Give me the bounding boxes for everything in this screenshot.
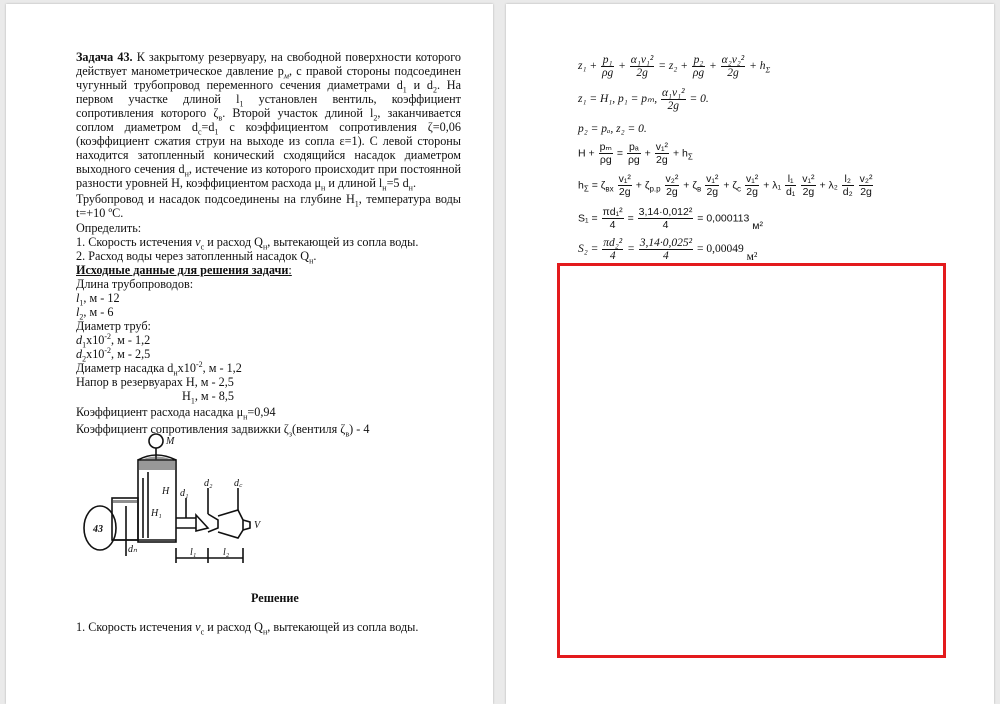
bernoulli-equation: z₁ + $\frac{\text{p₁}}{\rho g}$ + $\frac{\text{α₁v₁²}}{2g}$ = z₂ + $\frac{\text{p₂}}{\rho g}$ + $\frac{\text{α₂v₂²}}{2g}$ + $h_\Sigma$ (578, 54, 771, 79)
svg-text:d꜀: d꜀ (234, 478, 243, 489)
svg-text:43: 43 (93, 524, 103, 535)
valve-coef-row: Коэффициент сопротивления задвижки $\zeta_з(вентиля$ $\zeta_в) - 4$ (76, 422, 370, 439)
losses-equation: $h_\Sigma = \zeta_{вх}$ $\frac{\text{v₁²}}{2g}$ + $\zeta_{р.р}$ $\frac{\text{v₂²}}{2g}$ + $\zeta_в$ $\frac{\text{v₁²}}{2g}$ + $\zeta_с$ $\frac{\text{v₁²}}{2g}$ + λ₁ $\frac{\text{l₁}}{\text{d₁}}$ $\frac{\text{v₁²}}{2g}$ + λ₂ $\frac{\text{l₂}}{\text{d₂}}$ $\frac{\text{v₂²}}{2g}$ (578, 173, 873, 198)
question-1: 1. Скорость истечения $v_c$ и расход $Q_н$, вытекающей из сопла воды. (76, 235, 419, 252)
manometer-icon (149, 434, 163, 448)
svg-text:H₁: H₁ (151, 508, 162, 519)
head-balance-equation: H + $\frac{\text{pₘ}}{\rho g}$ = $\frac{\text{pₐ}}{\rho g}$ + $\frac{\text{v₁²}}{2g}$ + $h_\Sigma$ (578, 141, 693, 166)
determine-label: Определить: (76, 221, 142, 235)
document-page-1 (6, 4, 493, 704)
svg-text:l₂: l₂ (223, 547, 230, 558)
document-page-2 (506, 4, 994, 704)
svg-text:d₁: d₁ (180, 488, 189, 499)
discharge-coef-row: Коэффициент расхода насадка $\mu_н=0,94$ (76, 405, 276, 422)
pipe-length-label: Длина трубопроводов: (76, 277, 194, 291)
H1-row: $H_1$, м - 8,5 (182, 389, 235, 406)
pipe-depth-text: Трубопровод и насадок подсоединены на глубине $H_1$, температура воды t=+10 ºC. (76, 192, 461, 220)
highlight-rectangle (557, 263, 946, 658)
nozzle-diameter-row: Диаметр насадка $d_нx10^{-2}$, м - 1,2 (76, 359, 242, 378)
pipe-diameter-label: Диаметр труб: (76, 319, 151, 333)
svg-text:l₁: l₁ (190, 547, 197, 558)
area-s2-equation: S₂ = $\frac{\text{πd₂²}}{4}$ = $\frac{\text{3,14·0,025²}}{4}$ = 0,00049 м² (578, 237, 758, 264)
svg-text:d₂: d₂ (204, 478, 213, 489)
l2-row: $l_2$, м - 6 (76, 305, 114, 322)
svg-text:M: M (166, 436, 175, 447)
solution-heading: Решение (251, 591, 299, 605)
initial-data-heading: Исходные данные для решения задачи: (76, 263, 292, 277)
boundary-conditions-2: p₂ = pₐ, z₂ = 0. (578, 123, 647, 135)
head-row: Напор в резервуарах H, м - 2,5 (76, 375, 234, 389)
d2-row: $d_2x10^{-2}$, м - 2,5 (76, 345, 151, 364)
svg-text:dₙ: dₙ (128, 544, 137, 555)
d1-row: $d_1x10^{-2}$, м - 1,2 (76, 331, 151, 350)
problem-statement: Задача 43. К закрытому резервуару, на свободной поверхности которого действует манометрическое давление $p_м$, с правой стороны подсоединен чугунный трубопровод переменного сечения диаметрами $d_1$ и $d_2$. На первом участке длиной $l_1$ установлен вентиль, коэффициент сопротивления которого $\zeta_в$. Второй участок длиной $l_2$, заканчивается соплом диаметром $d_с=d_1$ с коэффициентом сопротивления ζ=0,06 (коэффициент сжатия струи на выходе из сопла ε=1). С левой стороны находится затопленный конический сходящийся насадок диаметром выходного сечения $d_н$, истечение из которого происходит при постоянной разности уровней H, коэффициентом расхода $\mu_н$ и длиной $l_н=5$ $d_н$. (76, 50, 462, 193)
boundary-conditions-1: z₁ = H₁, p₁ = pₘ, $\frac{\text{α₁v₁²}}{2g}$ = 0. (578, 87, 709, 112)
svg-text:V: V (254, 520, 261, 531)
question-2: 2. Расход воды через затопленный насадок $Q_н$. (76, 249, 317, 266)
svg-text:H: H (162, 486, 170, 497)
tank-pipeline-diagram (78, 428, 278, 578)
answer-line-1: 1. Скорость истечения $v_c$ и расход $Q_н$, вытекающей из сопла воды. (76, 620, 419, 637)
l1-row: $l_1$, м - 12 (76, 291, 120, 308)
area-s1-equation: S₁ = $\frac{\text{πd₁²}}{4}$ = $\frac{\text{3,14·0,012²}}{4}$ = 0,000113 м² (578, 206, 763, 233)
